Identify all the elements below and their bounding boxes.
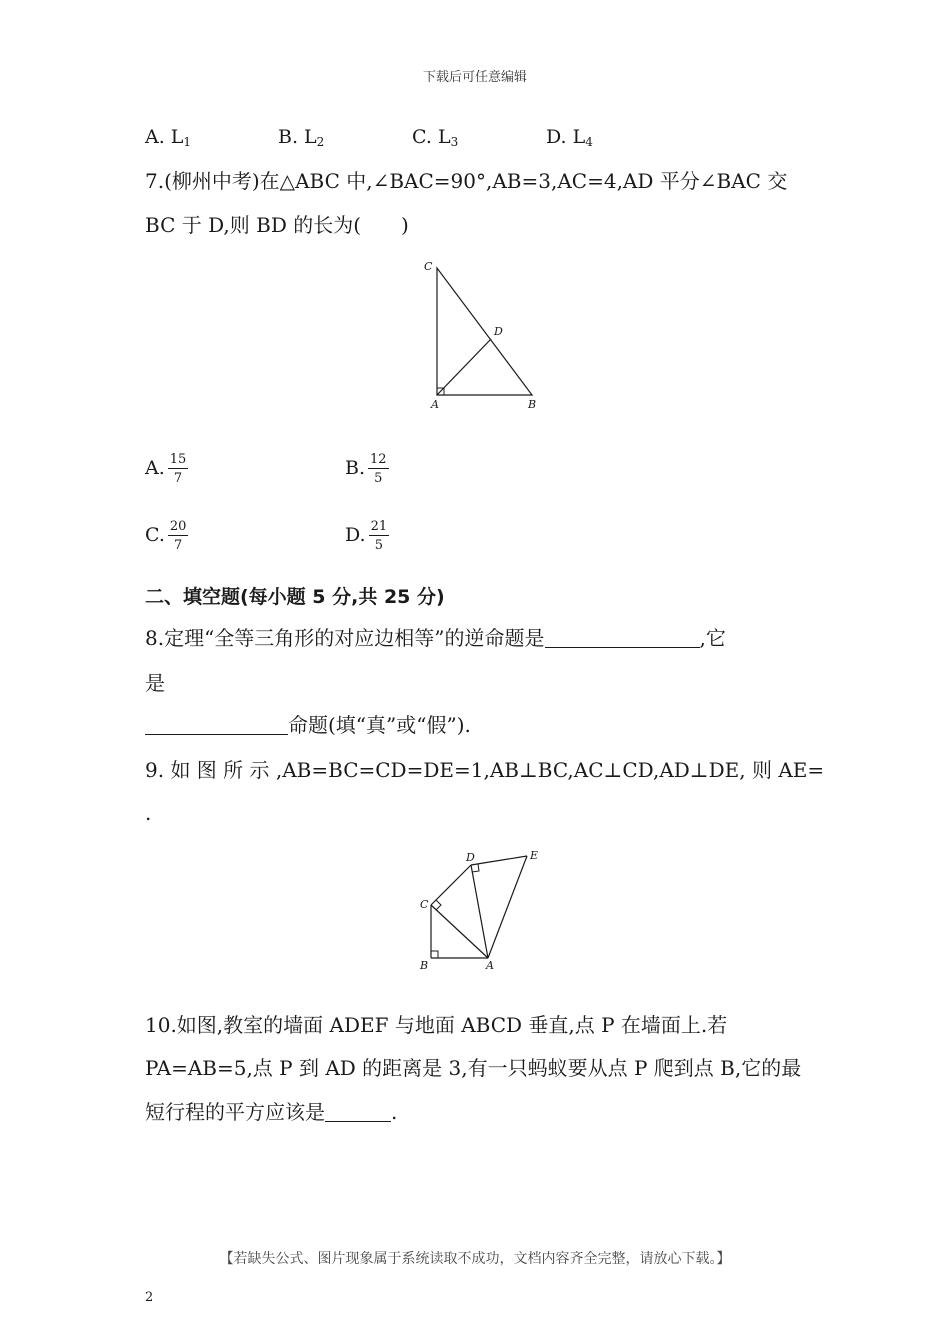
q8-blank-1 <box>545 627 700 648</box>
q6-option-d: D. $L_4$ <box>546 126 593 149</box>
q7-label-c: C <box>424 260 433 273</box>
q7-label-b: B <box>528 398 537 411</box>
q7-label-a: A <box>431 398 439 411</box>
q8-text-line3: 命题(填“真”或“假”). <box>145 711 471 739</box>
section-heading: 二、填空题(每小题 5 分,共 25 分) <box>145 586 445 608</box>
q9-label-a: A <box>486 959 494 972</box>
q9-spiral-figure <box>410 845 550 975</box>
q9-text-line2: . <box>145 801 152 825</box>
q6-option-b: B. $L_2$ <box>278 126 325 149</box>
q6-option-a: A. $L_1$ <box>145 126 192 149</box>
q7-text-line1: 7.(柳州中考)在△ABC 中,∠BAC=90°,AB=3,AC=4,AD 平分∠BAC 交 <box>145 169 788 193</box>
q9-label-b: B <box>420 959 429 972</box>
q8-text-line1: 8.定理“全等三角形的对应边相等”的逆命题是 ,它 <box>145 626 726 650</box>
q7-option-b: B. $\frac{12}{5}$ <box>345 452 387 486</box>
q10-blank <box>325 1101 391 1122</box>
q9-label-d: D <box>466 851 475 864</box>
q10-text-line1: 10.如图,教室的墙面 ADEF 与地面 ABCD 垂直,点 P 在墙面上.若 <box>145 1013 728 1037</box>
q8-text-line2: 是 <box>145 671 165 695</box>
q9-label-e: E <box>530 849 539 862</box>
page-footer-note: 【若缺失公式、图片现象属于系统读取不成功，文档内容齐全完整，请放心下载。】 <box>219 1251 731 1267</box>
q6-option-c: C. $L_3$ <box>412 126 459 149</box>
q10-text-line3: 短行程的平方应该是 . <box>145 1100 398 1124</box>
q7-text-line2: BC 于 D,则 BD 的长为( ) <box>145 213 409 237</box>
q9-text-line1: 9. 如 图 所 示 ,AB=BC=CD=DE=1,AB⊥BC,AC⊥CD,AD⊥DE, 则 AE= <box>145 758 825 782</box>
q8-blank-2 <box>145 714 288 735</box>
q7-option-a: A. $\frac{15}{7}$ <box>145 452 187 486</box>
q9-label-c: C <box>420 898 429 911</box>
q7-option-d: D. $\frac{21}{5}$ <box>345 519 388 553</box>
page-header: 下载后可任意编辑 <box>422 70 527 85</box>
page-number: 2 <box>145 1290 154 1305</box>
q7-label-d: D <box>494 325 503 338</box>
q7-option-c: C. $\frac{20}{7}$ <box>145 519 187 553</box>
q7-triangle-figure <box>410 255 560 415</box>
q10-text-line2: PA=AB=5,点 P 到 AD 的距离是 3,有一只蚂蚁要从点 P 爬到点 B,它的最 <box>145 1056 802 1080</box>
